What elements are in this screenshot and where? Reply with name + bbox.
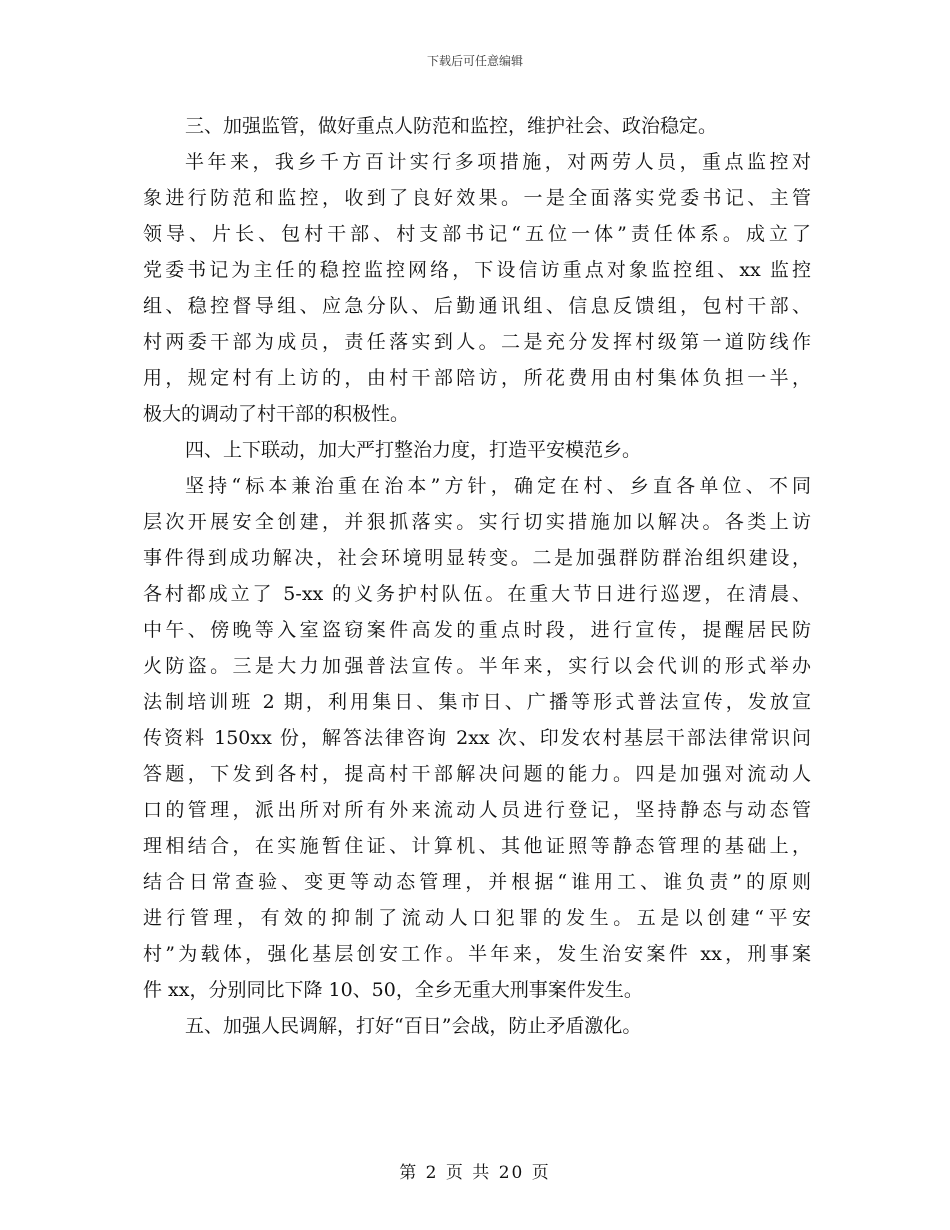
page-number-footer: 第 2 页 共 20 页 xyxy=(399,1163,551,1183)
paragraph-line: 口的管理，派出所对所有外来流动人员进行登记，坚持静态与动态管 xyxy=(143,799,811,821)
page-header-note: 下载后可任意编辑 xyxy=(426,54,523,68)
paragraph xyxy=(143,1008,811,1044)
paragraph-line: 件 xx，分别同比下降 10、50，全乡无重大刑事案件发生。 xyxy=(143,979,643,1001)
paragraph-line: 组、稳控督导组、应急分队、后勤通讯组、信息反馈组，包村干部、 xyxy=(143,295,811,317)
paragraph-line: 党委书记为主任的稳控监控网络，下设信访重点对象监控组、xx 监控 xyxy=(143,259,811,281)
paragraph-line: 极大的调动了村干部的积极性。 xyxy=(143,403,410,425)
paragraph-line: 法制培训班 2 期，利用集日、集市日、广播等形式普法宣传，发放宣 xyxy=(143,691,811,713)
paragraph-line: 传资料 150xx 份，解答法律咨询 2xx 次、印发农村基层干部法律常识问 xyxy=(143,727,811,749)
paragraph-line: 半年来，我乡千方百计实行多项措施，对两劳人员，重点监控对 xyxy=(185,151,811,173)
paragraph xyxy=(143,432,811,468)
paragraph-line: 事件得到成功解决，社会环境明显转变。二是加强群防群治组织建设， xyxy=(143,547,811,569)
document-body xyxy=(143,108,811,1044)
paragraph-line: 进行管理，有效的抑制了流动人口犯罪的发生。五是以创建“平安 xyxy=(143,907,811,929)
paragraph-line: 领导、片长、包村干部、村支部书记“五位一体”责任体系。成立了 xyxy=(143,223,811,245)
paragraph-line: 坚持“标本兼治重在治本”方针，确定在村、乡直各单位、不同 xyxy=(185,475,811,497)
paragraph-line: 层次开展安全创建，并狠抓落实。实行切实措施加以解决。各类上访 xyxy=(143,511,811,533)
paragraph-line: 火防盗。三是大力加强普法宣传。半年来，实行以会代训的形式举办 xyxy=(143,655,811,677)
paragraph-line: 村”为载体，强化基层创安工作。半年来，发生治安案件 xx，刑事案 xyxy=(143,943,811,965)
paragraph-line: 用，规定村有上访的，由村干部陪访，所花费用由村集体负担一半， xyxy=(143,367,811,389)
paragraph-line: 五、加强人民调解，打好“百日”会战，防止矛盾激化。 xyxy=(185,1015,642,1037)
paragraph xyxy=(143,108,811,144)
paragraph xyxy=(143,468,811,1008)
paragraph-line: 理相结合，在实施暂住证、计算机、其他证照等静态管理的基础上， xyxy=(143,835,811,857)
paragraph-line: 象进行防范和监控，收到了良好效果。一是全面落实党委书记、主管 xyxy=(143,187,811,209)
paragraph-line: 三、加强监管，做好重点人防范和监控，维护社会、政治稳定。 xyxy=(185,115,718,137)
paragraph-line: 答题，下发到各村，提高村干部解决问题的能力。四是加强对流动人 xyxy=(143,763,811,785)
paragraph-line: 村两委干部为成员，责任落实到人。二是充分发挥村级第一道防线作 xyxy=(143,331,811,353)
paragraph xyxy=(143,144,811,432)
paragraph-line: 结合日常查验、变更等动态管理，并根据“谁用工、谁负责”的原则 xyxy=(143,871,811,893)
paragraph-line: 四、上下联动，加大严打整治力度，打造平安模范乡。 xyxy=(185,439,642,461)
paragraph-line: 各村都成立了 5-xx 的义务护村队伍。在重大节日进行巡逻，在清晨、 xyxy=(143,583,811,605)
paragraph-line: 中午、傍晚等入室盗窃案件高发的重点时段，进行宣传，提醒居民防 xyxy=(143,619,811,641)
